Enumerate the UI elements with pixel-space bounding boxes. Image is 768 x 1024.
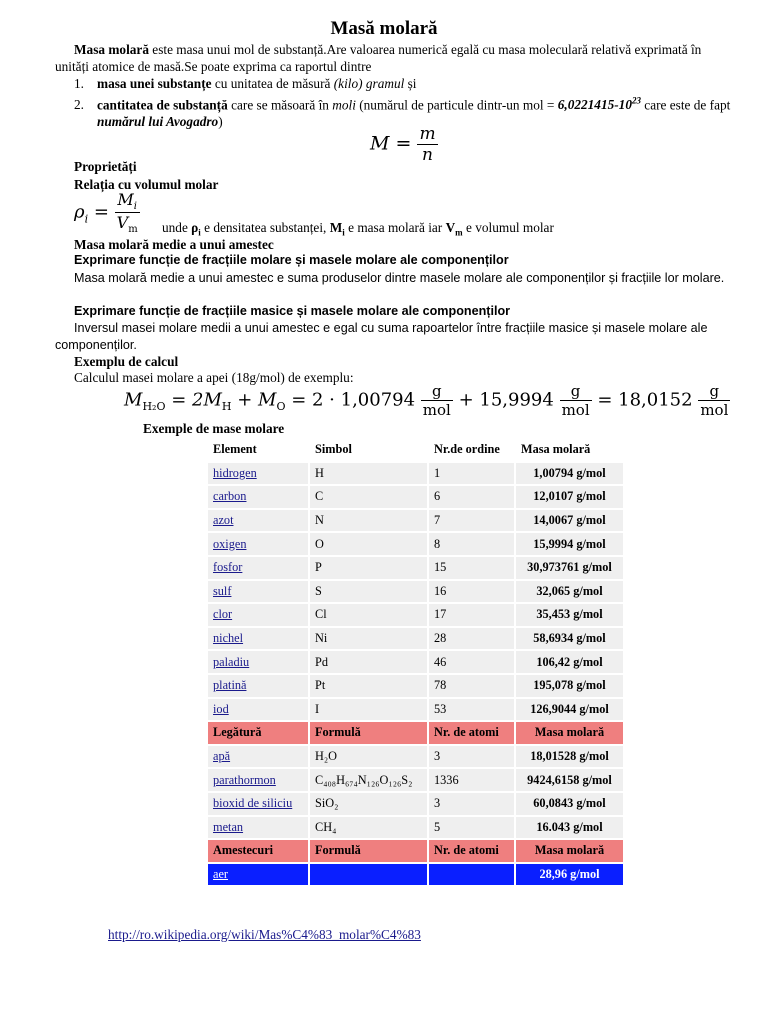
table-row (208, 510, 623, 532)
table-row (208, 533, 623, 555)
mixtures-header (208, 840, 623, 862)
math-subscript: H₂O (142, 400, 166, 414)
compound-name[interactable] (208, 746, 308, 768)
density-explanation (162, 220, 554, 238)
math-part: M (124, 389, 143, 411)
avogadro-exponent: 23 (631, 96, 641, 106)
list-text: cu unitatea de măsură (211, 76, 334, 91)
source-link[interactable]: http://ro.wikipedia.org/wiki/Mas%C4%83_molar%C4%83 (108, 927, 421, 942)
avogadro-name: numărul lui Avogadro (97, 114, 219, 130)
element-link[interactable]: carbon (213, 489, 247, 504)
header-cell: Simbol (310, 439, 427, 461)
element-symbol: Pd (310, 651, 427, 673)
element-mass: 126,9044 g/mol (516, 699, 623, 721)
density-formula (74, 190, 140, 235)
rho-subscript: i (84, 212, 89, 226)
element-number: 1 (429, 463, 514, 485)
header-cell: Masa molară (516, 722, 623, 744)
element-link[interactable]: sulf (213, 583, 232, 598)
header-cell: Amestecuri (208, 840, 308, 862)
math-part: + 15,9994 (452, 389, 554, 411)
element-mass: 32,065 g/mol (516, 581, 623, 603)
compound-formula: CH₄ (310, 817, 427, 839)
element-link[interactable]: nichel (213, 631, 244, 646)
element-link[interactable]: hidrogen (213, 465, 257, 480)
header-cell: Nr.de ordine (429, 439, 514, 461)
compound-formula: H₂O (310, 746, 427, 768)
compounds-header (208, 722, 623, 744)
unit-numerator: g (698, 382, 730, 401)
formula-numerator: m (419, 124, 436, 144)
math-subscript: H (221, 400, 232, 414)
math-part: = 2 · 1,00794 (285, 389, 416, 411)
table-row (208, 651, 623, 673)
compound-number: 1336 (429, 769, 514, 791)
table-row (208, 628, 623, 650)
equals-sign: = (88, 201, 109, 223)
formula-lhs: M = (370, 132, 412, 155)
section-heading: Exemplu de calcul (74, 354, 179, 369)
list-number: 2. (74, 97, 84, 113)
mixture-name[interactable] (208, 864, 308, 886)
element-link[interactable]: fosfor (213, 560, 243, 575)
element-mass: 106,42 g/mol (516, 651, 623, 673)
list-bold: cantitatea de substanță (97, 97, 228, 113)
table-header (208, 439, 623, 461)
list-text: și (404, 76, 417, 91)
element-number: 7 (429, 510, 514, 532)
compound-mass: 18,01528 g/mol (516, 746, 623, 768)
element-symbol: H (310, 463, 427, 485)
unit-numerator: g (421, 382, 453, 401)
table-row (208, 675, 623, 697)
element-link[interactable]: paladiu (213, 654, 250, 669)
list-item (74, 76, 734, 93)
section-heading: Proprietăți (74, 159, 137, 174)
table-title: Exemple de mase molare (143, 421, 285, 436)
table-row (208, 793, 623, 815)
compound-name[interactable] (208, 793, 308, 815)
denominator-subscript: m (128, 224, 138, 236)
table-row (208, 817, 623, 839)
math-subscript: O (276, 400, 286, 414)
element-number: 53 (429, 699, 514, 721)
unit-denominator: mol (700, 401, 729, 419)
numerator-subscript: i (133, 201, 137, 213)
example-text: Calculul masei molare a apei (18g/mol) de exemplu: (74, 370, 354, 385)
element-name[interactable] (208, 699, 308, 721)
element-symbol: P (310, 557, 427, 579)
mixture-link[interactable]: aer (213, 866, 229, 881)
element-symbol: Ni (310, 628, 427, 650)
compound-link[interactable]: apă (213, 749, 231, 764)
mole-fraction-text: Masa molară medie a unui amestec e suma produselor dintre masele molare ale componenților și fracțiile lor molare. (74, 271, 725, 285)
element-mass: 35,453 g/mol (516, 604, 623, 626)
element-symbol: Pt (310, 675, 427, 697)
compound-formula: C₄₀₈H₆₇₄N₁₂₆O₁₂₆S₂ (310, 769, 427, 791)
table-row (208, 864, 623, 886)
math-part: = 2M (165, 389, 222, 411)
compounds-body (208, 746, 623, 838)
source-link-wrapper (108, 927, 421, 943)
compound-link[interactable]: bioxid de siliciu (213, 796, 293, 811)
header-cell: Nr. de atomi (429, 722, 514, 744)
list-text: care este de fapt (640, 97, 731, 113)
m-bold: M (329, 220, 343, 235)
element-number: 6 (429, 486, 514, 508)
mass-fraction-text: Inversul masei molare medii a unui amestec e egal cu suma rapoartelor între fracțiile masice și masele molare ale componenților. (55, 321, 708, 352)
element-symbol: N (310, 510, 427, 532)
compound-mass: 60,0843 g/mol (516, 793, 623, 815)
header-cell: Element (208, 439, 308, 461)
compound-number: 5 (429, 817, 514, 839)
rho-symbol: ρ (74, 201, 85, 223)
formula-denominator: n (422, 145, 433, 165)
table-row (208, 581, 623, 603)
element-name[interactable] (208, 675, 308, 697)
element-link[interactable]: clor (213, 607, 233, 622)
element-symbol: I (310, 699, 427, 721)
compound-number: 3 (429, 793, 514, 815)
table-row (208, 746, 623, 768)
unit-numerator: g (560, 382, 592, 401)
element-mass: 15,9994 g/mol (516, 533, 623, 555)
header-cell: Formulă (310, 722, 427, 744)
element-name[interactable] (208, 604, 308, 626)
table-row (208, 699, 623, 721)
element-name[interactable] (208, 486, 308, 508)
compound-name[interactable] (208, 769, 308, 791)
header-cell: Legătură (208, 722, 308, 744)
element-mass: 1,00794 g/mol (516, 463, 623, 485)
math-part: = 18,0152 (591, 389, 693, 411)
list-text: care se măsoară în (227, 97, 333, 113)
element-number: 78 (429, 675, 514, 697)
element-name[interactable] (208, 581, 308, 603)
element-link[interactable]: platină (213, 678, 247, 693)
list-italic: moli (332, 97, 356, 113)
element-symbol: Cl (310, 604, 427, 626)
formula-numerator: M (117, 190, 134, 209)
section-heading: Masa molară medie a unui amestec (74, 237, 274, 252)
table-row (208, 486, 623, 508)
text: e masa molară iar (344, 220, 446, 235)
molar-mass-table (206, 437, 625, 887)
list-bold: masa unei substanțe (97, 76, 212, 91)
element-link[interactable]: azot (213, 513, 234, 528)
element-symbol: C (310, 486, 427, 508)
element-mass: 30,973761 g/mol (516, 557, 623, 579)
compound-number: 3 (429, 746, 514, 768)
mixture-mass: 28,96 g/mol (516, 864, 623, 886)
text: unde (162, 220, 192, 235)
intro-term: Masa molară (74, 42, 149, 57)
section-heading: Exprimare funcție de fracțiile masice și masele molare ale componenților (74, 304, 511, 318)
compound-link[interactable]: metan (213, 819, 244, 834)
list-text: ) (218, 114, 223, 130)
compound-formula: SiO₂ (310, 793, 427, 815)
element-number: 46 (429, 651, 514, 673)
compound-link[interactable]: parathormon (213, 772, 276, 787)
element-symbol: S (310, 581, 427, 603)
rho-bold: ρ (191, 220, 199, 235)
molar-mass-formula (370, 124, 438, 165)
element-name[interactable] (208, 651, 308, 673)
v-bold: V (445, 220, 456, 235)
table-row (208, 604, 623, 626)
subscript: m (455, 227, 463, 238)
element-symbol: O (310, 533, 427, 555)
table-row (208, 463, 623, 485)
element-name[interactable] (208, 463, 308, 485)
list-italic: (kilo) gramul (333, 76, 405, 91)
compound-mass: 9424,6158 g/mol (516, 769, 623, 791)
element-mass: 12,0107 g/mol (516, 486, 623, 508)
list-number: 1. (74, 76, 84, 91)
intro-paragraph (55, 42, 725, 75)
element-number: 28 (429, 628, 514, 650)
element-number: 8 (429, 533, 514, 555)
math-part: + M (231, 389, 277, 411)
section-heading: Relația cu volumul molar (74, 177, 219, 192)
element-name[interactable] (208, 557, 308, 579)
element-mass: 58,6934 g/mol (516, 628, 623, 650)
header-cell: Masa molară (516, 439, 623, 461)
element-number: 16 (429, 581, 514, 603)
water-formula (124, 382, 730, 419)
elements-body (208, 463, 623, 721)
element-name[interactable] (208, 628, 308, 650)
header-cell: Nr. de atomi (429, 840, 514, 862)
element-mass: 14,0067 g/mol (516, 510, 623, 532)
mixture-atoms (429, 864, 514, 886)
element-mass: 195,078 g/mol (516, 675, 623, 697)
table-row (208, 769, 623, 791)
list-text: (numărul de particule dintr-un mol = (355, 97, 558, 113)
element-name[interactable] (208, 533, 308, 555)
element-link[interactable]: iod (213, 701, 229, 716)
formula-denominator: V (116, 213, 129, 233)
element-name[interactable] (208, 510, 308, 532)
page-title: Masă molară (330, 18, 438, 39)
unit-denominator: mol (561, 401, 590, 419)
element-number: 17 (429, 604, 514, 626)
element-number: 15 (429, 557, 514, 579)
compound-mass: 16.043 g/mol (516, 817, 623, 839)
text: e densitatea substanței, (200, 220, 330, 235)
subscript: i (342, 227, 345, 238)
avogadro-value: 6,0221415-10 (557, 97, 632, 113)
subscript: i (198, 227, 201, 238)
header-cell: Masa molară (516, 840, 623, 862)
section-heading: Exprimare funcție de fracțiile molare și masele molare ale componenților (74, 253, 509, 267)
header-cell: Formulă (310, 840, 427, 862)
compound-name[interactable] (208, 817, 308, 839)
text: e volumul molar (462, 220, 554, 235)
intro-text: este masa unui mol de substanță.Are valoarea numerică egală cu masa moleculară relativă exprimată în unități atomice de masă.Se poate exprima ca raportul dintre (55, 42, 702, 74)
unit-denominator: mol (422, 401, 451, 419)
table-row (208, 557, 623, 579)
mixture-formula (310, 864, 427, 886)
element-link[interactable]: oxigen (213, 536, 247, 551)
